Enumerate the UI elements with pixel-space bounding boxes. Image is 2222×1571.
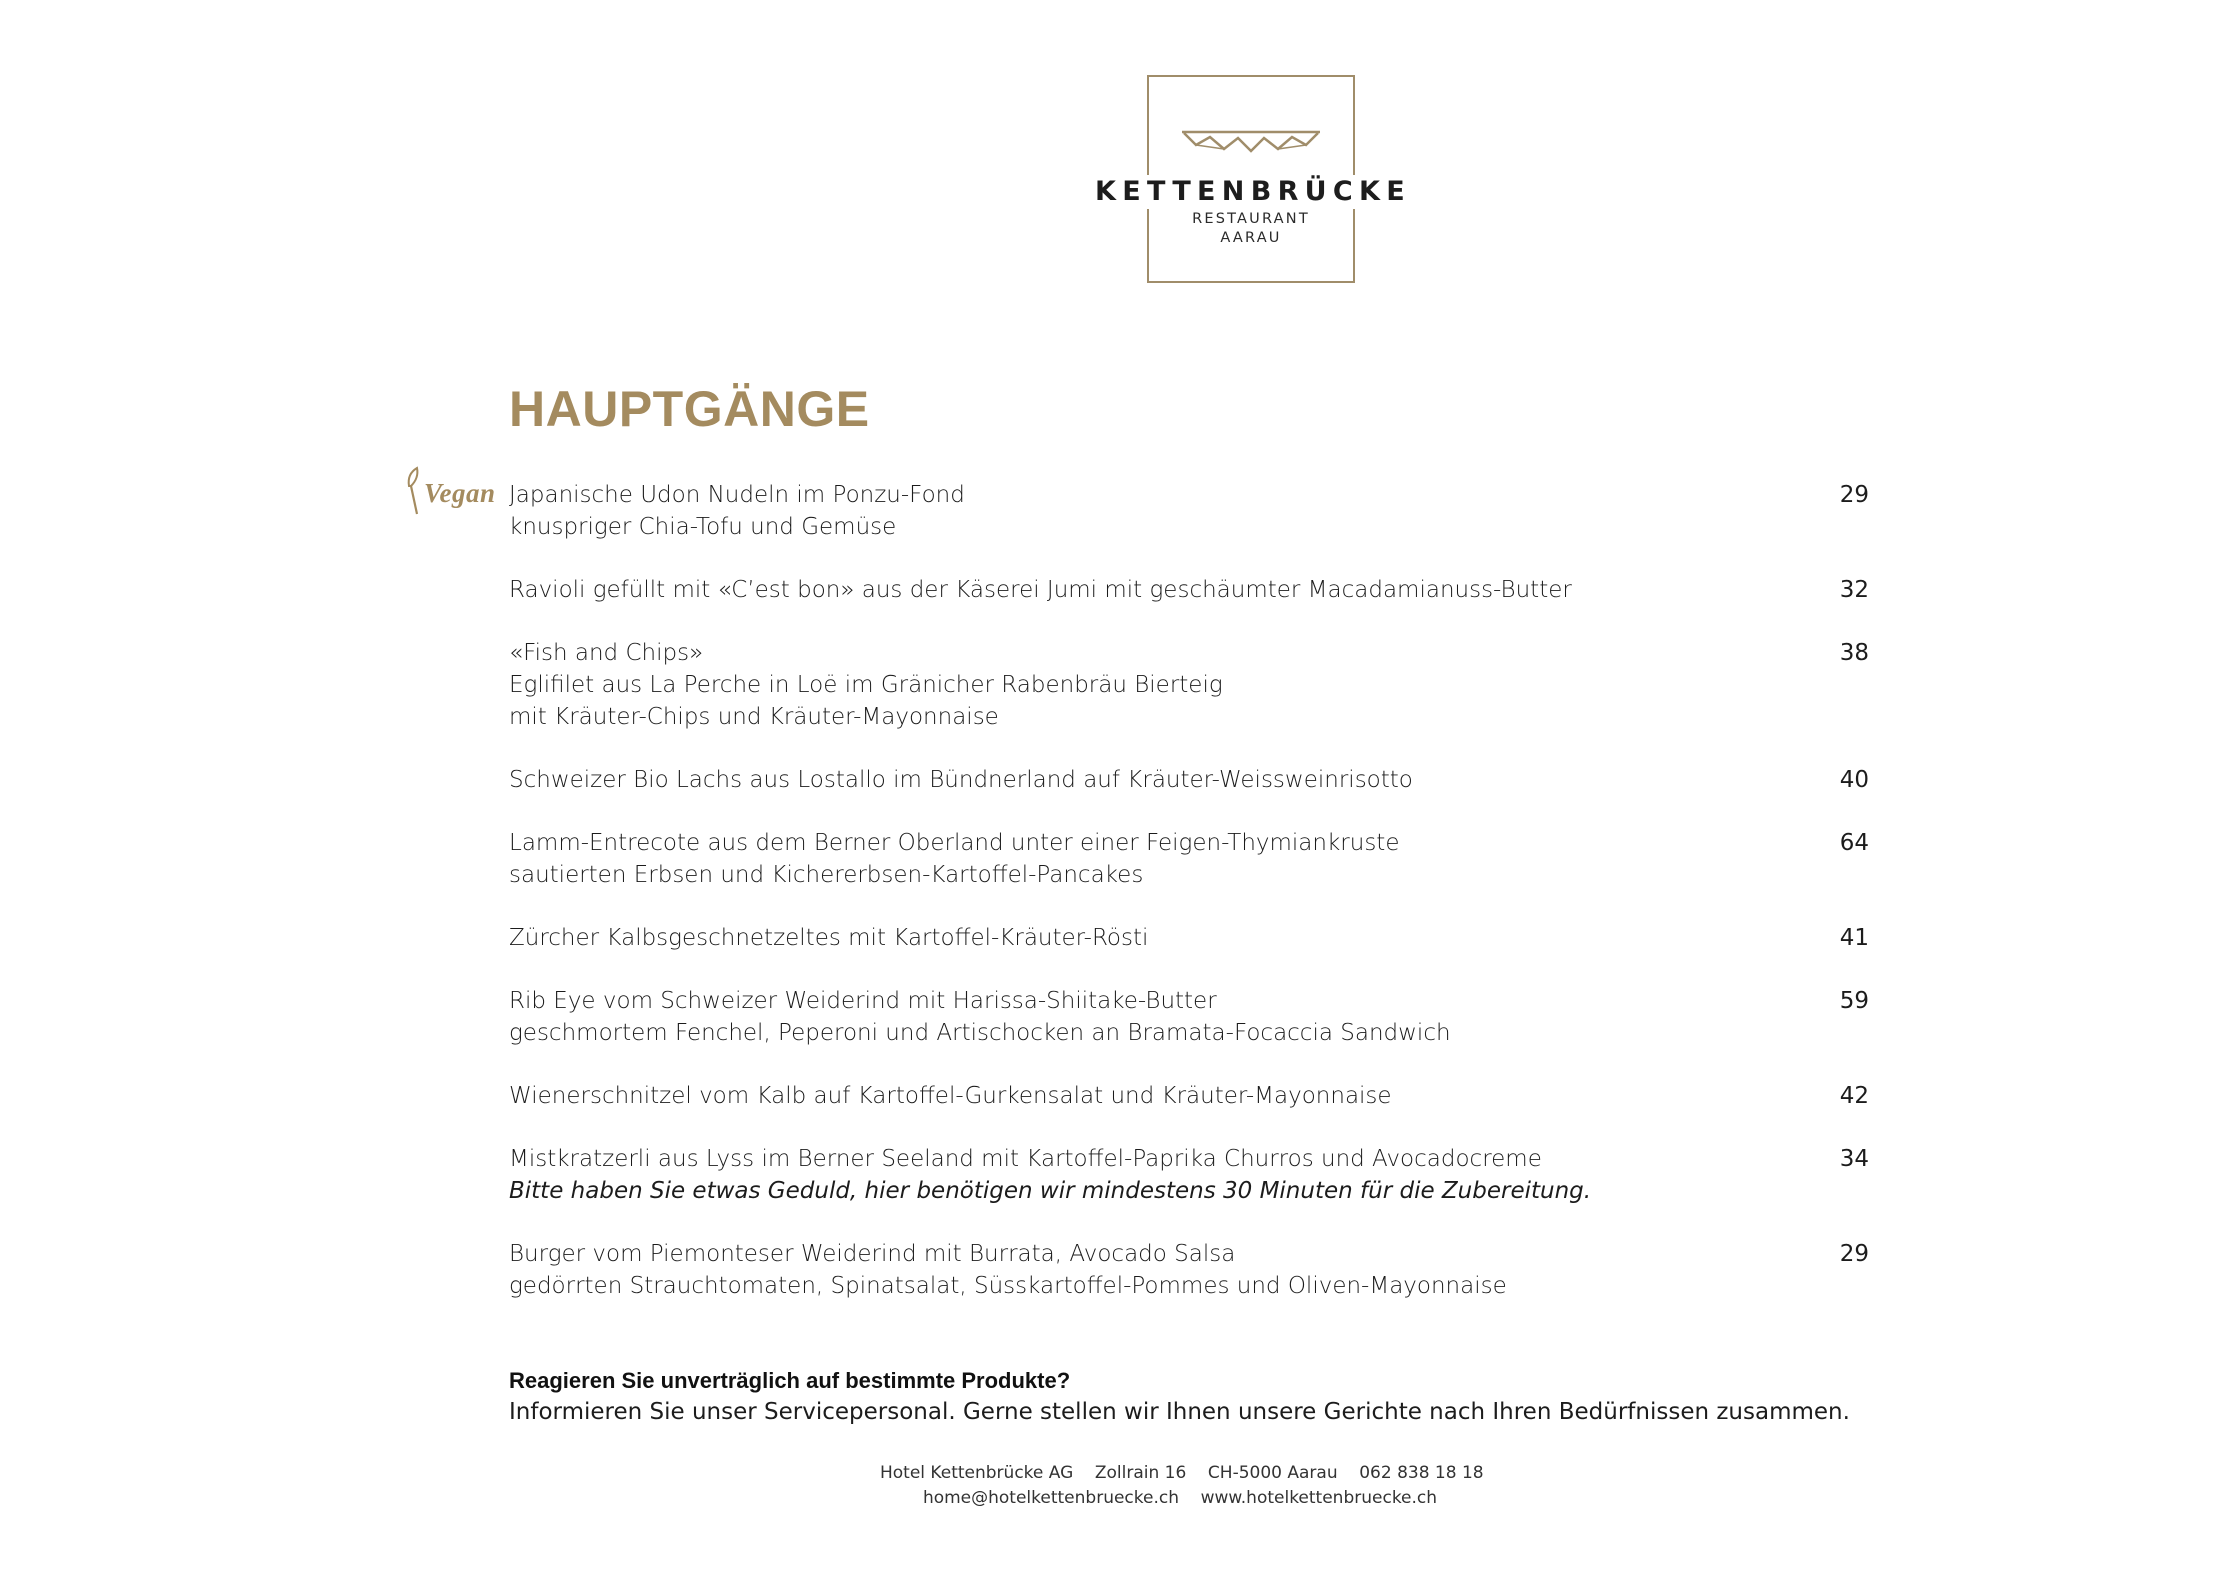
item-price: 64 <box>1839 830 1869 856</box>
logo-name: KETTENBRÜCKE <box>1067 175 1439 209</box>
item-title: Mistkratzerli aus Lyss im Berner Seeland mit Kartoffel-Paprika Churros und Avocadocreme <box>509 1146 1542 1172</box>
item-title: Wienerschnitzel vom Kalb auf Kartoffel-Gurkensalat und Kräuter-Mayonnaise <box>509 1083 1392 1109</box>
item-price: 29 <box>1839 1241 1869 1267</box>
item-title: Japanische Udon Nudeln im Ponzu-Fond <box>509 482 965 508</box>
menu-item <box>509 479 1869 543</box>
item-price: 32 <box>1839 577 1869 603</box>
item-description: gedörrten Strauchtomaten, Spinatsalat, Süsskartoffel-Pommes und Oliven-Mayonnaise <box>509 1273 1507 1299</box>
item-title: Ravioli gefüllt mit «C’est bon» aus der Käserei Jumi mit geschäumter Macadamianuss-Butter <box>509 577 1572 603</box>
item-price: 38 <box>1839 640 1869 666</box>
footer-contact: home@hotelkettenbruecke.ch www.hotelkettenbruecke.ch <box>922 1488 1438 1508</box>
restaurant-logo <box>1095 75 1411 283</box>
item-description: knuspriger Chia-Tofu und Gemüse <box>509 514 897 540</box>
menu-item <box>509 637 1869 733</box>
menu-item <box>509 1238 1869 1302</box>
item-price: 29 <box>1839 482 1869 508</box>
vegan-badge <box>403 466 496 518</box>
footer <box>880 1461 1484 1511</box>
allergy-notice <box>509 1366 1850 1428</box>
item-title: Zürcher Kalbsgeschnetzeltes mit Kartoffel-Kräuter-Rösti <box>509 925 1149 951</box>
item-description: geschmortem Fenchel, Peperoni und Artischocken an Bramata-Focaccia Sandwich <box>509 1020 1451 1046</box>
allergy-question: Reagieren Sie unverträglich auf bestimmte Produkte? <box>509 1368 1071 1393</box>
allergy-text: Informieren Sie unser Servicepersonal. Gerne stellen wir Ihnen unsere Gerichte nach Ihren Bedürfnissen zusammen. <box>509 1399 1850 1425</box>
footer-address: Hotel Kettenbrücke AG Zollrain 16 CH-5000 Aarau 062 838 18 18 <box>880 1463 1484 1483</box>
page-title: HAUPTGÄNGE <box>509 381 870 437</box>
menu-items <box>509 479 1869 1333</box>
item-description: mit Kräuter-Chips und Kräuter-Mayonnaise <box>509 704 999 730</box>
vegan-label: Vegan <box>424 478 496 508</box>
item-price: 41 <box>1839 925 1869 951</box>
item-description: Eglifilet aus La Perche in Loë im Gränicher Rabenbräu Bierteig <box>509 672 1223 698</box>
item-description: sautierten Erbsen und Kichererbsen-Kartoffel-Pancakes <box>509 862 1144 888</box>
logo-subtitle-city: AARAU <box>1220 230 1282 246</box>
item-price: 40 <box>1839 767 1869 793</box>
item-title: Schweizer Bio Lachs aus Lostallo im Bündnerland auf Kräuter-Weissweinrisotto <box>509 767 1413 793</box>
item-price: 34 <box>1839 1146 1869 1172</box>
item-title: «Fish and Chips» <box>509 640 704 666</box>
item-title: Rib Eye vom Schweizer Weiderind mit Harissa-Shiitake-Butter <box>509 988 1217 1014</box>
item-price: 42 <box>1839 1083 1869 1109</box>
item-note: Bitte haben Sie etwas Geduld, hier benötigen wir mindestens 30 Minuten für die Zubereitung. <box>509 1178 1592 1204</box>
menu-item <box>509 1080 1869 1112</box>
menu-item <box>509 827 1869 891</box>
menu-item <box>509 985 1869 1049</box>
logo-subtitle-restaurant: RESTAURANT <box>1192 211 1310 227</box>
item-price: 59 <box>1839 988 1869 1014</box>
menu-item <box>509 574 1869 606</box>
menu-item <box>509 764 1869 796</box>
menu-item <box>509 1143 1869 1207</box>
menu-item <box>509 922 1869 954</box>
bridge-icon <box>1180 129 1322 159</box>
item-title: Lamm-Entrecote aus dem Berner Oberland unter einer Feigen-Thymiankruste <box>509 830 1400 856</box>
item-title: Burger vom Piemonteser Weiderind mit Burrata, Avocado Salsa <box>509 1241 1236 1267</box>
